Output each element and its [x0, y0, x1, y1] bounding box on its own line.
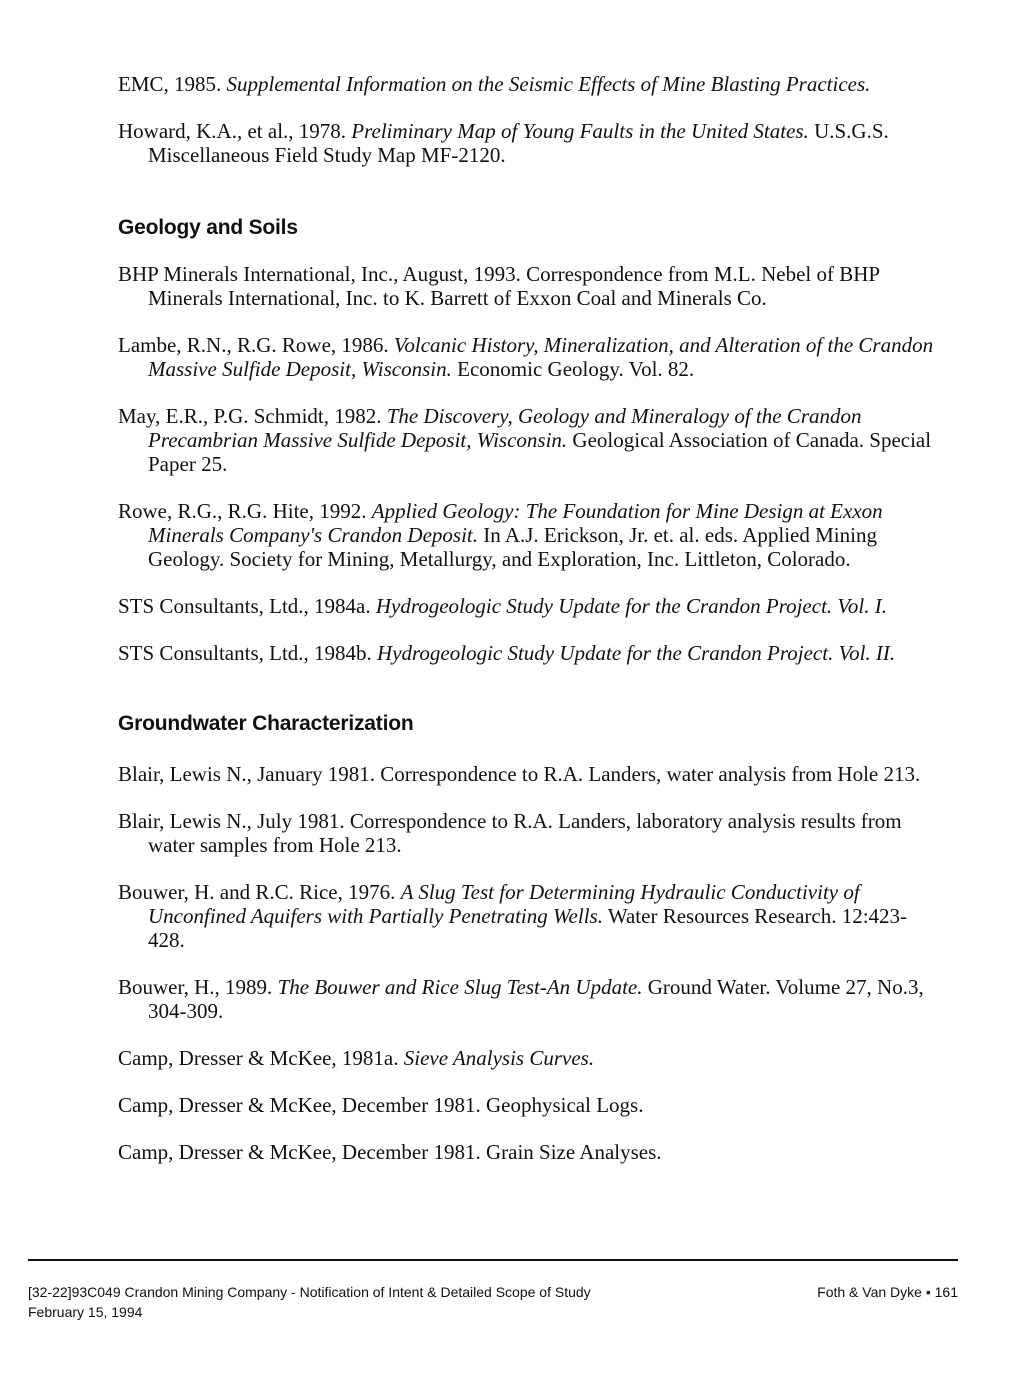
reference-entry — [118, 975, 938, 1023]
reference-source: In A.J. Erickson, Jr. et. al. eds. Applied Mining Geology. Society for Mining, Metallurgy, and Exploration, Inc. Littleton, Colorado. — [148, 523, 877, 571]
reference-entry — [118, 1093, 938, 1117]
reference-entry — [118, 1140, 938, 1164]
reference-entry — [118, 72, 938, 96]
reference-title: A Slug Test for Determining Hydraulic Conductivity of Unconfined Aquifers with Partially Penetrating Wells. — [148, 880, 860, 928]
reference-title: The Discovery, Geology and Mineralogy of the Crandon Precambrian Massive Sulfide Deposit, Wisconsin. — [148, 404, 862, 452]
reference-entry — [118, 762, 938, 786]
reference-authors: Bouwer, H., 1989. — [118, 975, 273, 999]
reference-source: Geophysical Logs. — [485, 1093, 644, 1117]
reference-authors: Camp, Dresser & McKee, 1981a. — [118, 1046, 399, 1070]
reference-entry — [118, 809, 938, 857]
reference-authors: Camp, Dresser & McKee, December 1981. — [118, 1140, 481, 1164]
reference-authors: STS Consultants, Ltd., 1984a. — [118, 594, 371, 618]
reference-entry — [118, 594, 938, 618]
reference-authors: Bouwer, H. and R.C. Rice, 1976. — [118, 880, 396, 904]
reference-entry — [118, 262, 938, 310]
section-geology-and-soils — [118, 216, 938, 240]
reference-title: Supplemental Information on the Seismic Effects of Mine Blasting Practices. — [226, 72, 871, 96]
reference-source: Economic Geology. Vol. 82. — [457, 357, 695, 381]
footer-left — [28, 1282, 591, 1322]
footer-date: February 15, 1994 — [28, 1304, 143, 1320]
reference-source: Correspondence to R.A. Landers, water analysis from Hole 213. — [380, 762, 921, 786]
reference-authors: Blair, Lewis N., January 1981. — [118, 762, 375, 786]
reference-source: Ground Water. Volume 27, No.3, 304-309. — [148, 975, 924, 1023]
reference-source: U.S.G.S. Miscellaneous Field Study Map MF-2120. — [148, 119, 889, 167]
reference-entry — [118, 1046, 938, 1070]
section-groundwater-characterization — [118, 712, 938, 736]
reference-source: Water Resources Research. 12:423-428. — [148, 904, 908, 952]
reference-authors: Howard, K.A., et al., 1978. — [118, 119, 347, 143]
reference-authors: Blair, Lewis N., July 1981. — [118, 809, 345, 833]
reference-title: Sieve Analysis Curves. — [403, 1046, 595, 1070]
reference-source: Correspondence to R.A. Landers, laboratory analysis results from water samples from Hole 213. — [148, 809, 902, 857]
footer-page-number: 161 — [934, 1284, 958, 1300]
reference-entry — [118, 333, 938, 381]
reference-entry — [118, 499, 938, 571]
reference-title: Volcanic History, Mineralization, and Alteration of the Crandon Massive Sulfide Deposit, Wisconsin. — [148, 333, 934, 381]
reference-title: Preliminary Map of Young Faults in the United States. — [351, 119, 809, 143]
reference-authors: STS Consultants, Ltd., 1984b. — [118, 641, 372, 665]
reference-title: Hydrogeologic Study Update for the Crandon Project. Vol. I. — [375, 594, 887, 618]
reference-title: Hydrogeologic Study Update for the Crandon Project. Vol. II. — [377, 641, 896, 665]
reference-source: Geological Association of Canada. Special Paper 25. — [148, 428, 932, 476]
reference-entry — [118, 641, 938, 665]
reference-title: Applied Geology: The Foundation for Mine Design at Exxon Minerals Company's Crandon Deposit. — [148, 499, 883, 547]
reference-entry — [118, 119, 938, 167]
reference-entry — [118, 880, 938, 952]
footer-firm: Foth & Van Dyke — [817, 1284, 922, 1300]
reference-source: Grain Size Analyses. — [485, 1140, 662, 1164]
reference-title: The Bouwer and Rice Slug Test-An Update. — [277, 975, 643, 999]
section-heading: Groundwater Characterization — [118, 712, 414, 735]
reference-authors: EMC, 1985. — [118, 72, 222, 96]
reference-authors: Rowe, R.G., R.G. Hite, 1992. — [118, 499, 367, 523]
reference-authors: Lambe, R.N., R.G. Rowe, 1986. — [118, 333, 389, 357]
footer-document-line: [32-22]93C049 Crandon Mining Company - Notification of Intent & Detailed Scope of Study — [28, 1284, 591, 1300]
reference-authors: May, E.R., P.G. Schmidt, 1982. — [118, 404, 382, 428]
footer-right — [817, 1282, 958, 1302]
section-heading: Geology and Soils — [118, 216, 298, 239]
reference-authors: BHP Minerals International, Inc., August, 1993. — [118, 262, 521, 286]
reference-list-groundwater — [118, 762, 938, 1164]
footer-divider — [28, 1259, 958, 1261]
top-entries — [118, 72, 938, 167]
footer-bullet: • — [925, 1284, 931, 1300]
reference-list-geology — [118, 262, 938, 665]
reference-authors: Camp, Dresser & McKee, December 1981. — [118, 1093, 481, 1117]
reference-entry — [118, 404, 938, 476]
reference-source: Correspondence from M.L. Nebel of BHP Minerals International, Inc. to K. Barrett of Exxon Coal and Minerals Co. — [148, 262, 880, 310]
